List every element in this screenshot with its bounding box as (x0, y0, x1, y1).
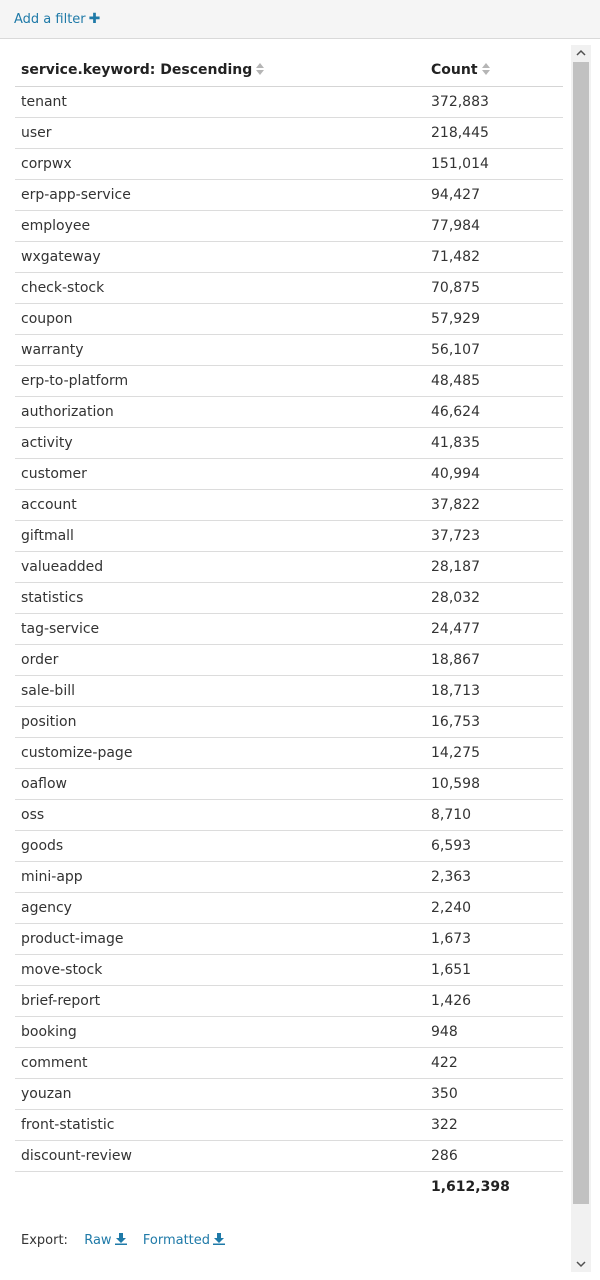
table-row (15, 489, 563, 520)
count-cell: 71,482 (425, 241, 563, 272)
service-cell[interactable]: tag-service (15, 613, 425, 644)
service-cell[interactable]: check-stock (15, 272, 425, 303)
service-cell[interactable]: sale-bill (15, 675, 425, 706)
service-cell[interactable]: agency (15, 892, 425, 923)
table-row (15, 644, 563, 675)
table-row (15, 675, 563, 706)
service-cell[interactable]: warranty (15, 334, 425, 365)
count-cell: 6,593 (425, 830, 563, 861)
table-row (15, 892, 563, 923)
service-cell[interactable]: erp-to-platform (15, 365, 425, 396)
count-cell: 24,477 (425, 613, 563, 644)
table-row (15, 458, 563, 489)
count-cell: 218,445 (425, 117, 563, 148)
table-row (15, 241, 563, 272)
export-bar (21, 1233, 225, 1248)
table-header (15, 54, 563, 86)
count-cell: 422 (425, 1047, 563, 1078)
export-label: Export: (21, 1233, 68, 1248)
service-cell[interactable]: front-statistic (15, 1109, 425, 1140)
service-cell[interactable]: valueadded (15, 551, 425, 582)
scroll-down-button[interactable] (571, 1256, 591, 1272)
table-row (15, 985, 563, 1016)
table-row (15, 334, 563, 365)
table-footer (15, 1171, 563, 1202)
table-row (15, 799, 563, 830)
count-cell: 350 (425, 1078, 563, 1109)
table-row (15, 1140, 563, 1171)
count-cell: 18,713 (425, 675, 563, 706)
chevron-up-icon (571, 45, 591, 61)
data-table (15, 54, 563, 1202)
service-cell[interactable]: oss (15, 799, 425, 830)
count-cell: 151,014 (425, 148, 563, 179)
service-cell[interactable]: booking (15, 1016, 425, 1047)
table-row (15, 427, 563, 458)
service-cell[interactable]: coupon (15, 303, 425, 334)
scroll-thumb[interactable] (573, 62, 589, 1204)
service-cell[interactable]: authorization (15, 396, 425, 427)
column-header-service[interactable] (15, 54, 425, 86)
service-cell[interactable]: corpwx (15, 148, 425, 179)
export-formatted-link[interactable] (143, 1233, 225, 1248)
count-cell: 1,426 (425, 985, 563, 1016)
table-row (15, 582, 563, 613)
service-cell[interactable]: oaflow (15, 768, 425, 799)
table-row (15, 737, 563, 768)
count-cell: 8,710 (425, 799, 563, 830)
table-row (15, 117, 563, 148)
table-row (15, 272, 563, 303)
table-row (15, 148, 563, 179)
count-cell: 94,427 (425, 179, 563, 210)
service-cell[interactable]: move-stock (15, 954, 425, 985)
count-cell: 16,753 (425, 706, 563, 737)
service-cell[interactable]: youzan (15, 1078, 425, 1109)
count-cell: 41,835 (425, 427, 563, 458)
chevron-down-icon (571, 1256, 591, 1272)
count-cell: 48,485 (425, 365, 563, 396)
export-formatted-label: Formatted (142, 1233, 211, 1248)
table-row (15, 520, 563, 551)
count-cell: 28,032 (425, 582, 563, 613)
column-header-label: Count (431, 61, 478, 78)
count-cell: 2,363 (425, 861, 563, 892)
count-cell: 1,673 (425, 923, 563, 954)
table-row (15, 86, 563, 117)
count-cell: 10,598 (425, 768, 563, 799)
table-row (15, 1078, 563, 1109)
data-table-container (15, 54, 563, 1202)
count-cell: 28,187 (425, 551, 563, 582)
count-cell: 70,875 (425, 272, 563, 303)
count-cell: 37,723 (425, 520, 563, 551)
export-raw-label: Raw (84, 1233, 112, 1248)
table-row (15, 923, 563, 954)
service-cell[interactable]: customer (15, 458, 425, 489)
table-row (15, 551, 563, 582)
service-cell[interactable]: comment (15, 1047, 425, 1078)
table-row (15, 613, 563, 644)
scroll-up-button[interactable] (571, 45, 591, 61)
service-cell[interactable]: goods (15, 830, 425, 861)
count-cell: 46,624 (425, 396, 563, 427)
filter-bar (0, 0, 600, 39)
service-cell[interactable]: user (15, 117, 425, 148)
export-raw-link[interactable] (84, 1233, 126, 1248)
column-header-count[interactable] (425, 54, 563, 86)
service-cell[interactable]: statistics (15, 582, 425, 613)
total-label-cell (15, 1171, 425, 1202)
count-cell: 40,994 (425, 458, 563, 489)
table-row (15, 179, 563, 210)
service-cell[interactable]: product-image (15, 923, 425, 954)
service-cell[interactable]: tenant (15, 86, 425, 117)
service-cell[interactable]: discount-review (15, 1140, 425, 1171)
table-row (15, 954, 563, 985)
table-row (15, 861, 563, 892)
table-row (15, 365, 563, 396)
service-cell[interactable]: giftmall (15, 520, 425, 551)
download-icon (115, 1233, 127, 1245)
sort-icon (482, 63, 490, 75)
plus-icon: ✚ (88, 11, 101, 27)
table-row (15, 706, 563, 737)
count-cell: 322 (425, 1109, 563, 1140)
sort-icon (256, 63, 264, 75)
total-count: 1,612,398 (431, 1178, 510, 1195)
table-row (15, 1109, 563, 1140)
table-row (15, 768, 563, 799)
table-body (15, 86, 563, 1171)
count-cell: 37,822 (425, 489, 563, 520)
count-cell: 18,867 (425, 644, 563, 675)
table-row (15, 396, 563, 427)
count-cell: 948 (425, 1016, 563, 1047)
service-cell[interactable]: customize-page (15, 737, 425, 768)
service-cell[interactable]: activity (15, 427, 425, 458)
service-cell[interactable]: position (15, 706, 425, 737)
count-cell: 77,984 (425, 210, 563, 241)
add-filter-link[interactable] (14, 11, 100, 27)
service-cell[interactable]: order (15, 644, 425, 675)
table-row (15, 830, 563, 861)
service-cell[interactable]: wxgateway (15, 241, 425, 272)
count-cell: 1,651 (425, 954, 563, 985)
count-cell: 14,275 (425, 737, 563, 768)
count-cell: 286 (425, 1140, 563, 1171)
vertical-scrollbar[interactable] (571, 45, 591, 1272)
add-filter-label: Add a filter (14, 12, 86, 27)
service-cell[interactable]: account (15, 489, 425, 520)
column-header-label: service.keyword: Descending (21, 61, 253, 78)
count-cell: 57,929 (425, 303, 563, 334)
service-cell[interactable]: employee (15, 210, 425, 241)
table-row (15, 1047, 563, 1078)
count-cell: 2,240 (425, 892, 563, 923)
download-icon (213, 1233, 225, 1245)
service-cell[interactable]: erp-app-service (15, 179, 425, 210)
count-cell: 372,883 (425, 86, 563, 117)
table-row (15, 303, 563, 334)
service-cell[interactable]: mini-app (15, 861, 425, 892)
service-cell[interactable]: brief-report (15, 985, 425, 1016)
table-row (15, 1016, 563, 1047)
count-cell: 56,107 (425, 334, 563, 365)
table-row (15, 210, 563, 241)
